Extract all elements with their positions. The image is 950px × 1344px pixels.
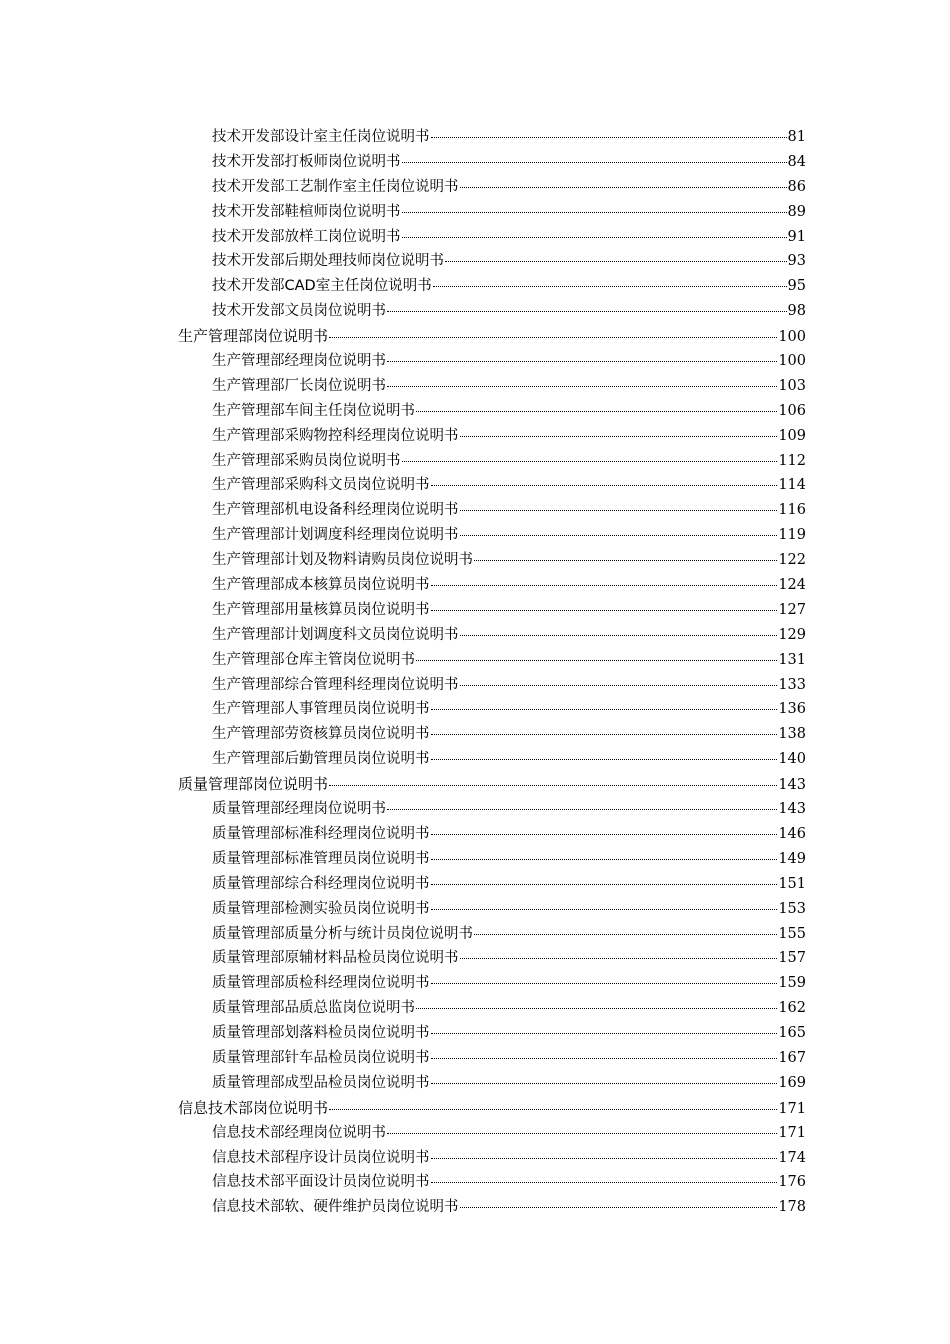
toc-entry-title: 技术开发部CAD室主任岗位说明书: [212, 278, 432, 295]
toc-entry-title: 生产管理部计划调度科文员岗位说明书: [212, 626, 459, 643]
toc-dot-leader: [431, 1157, 778, 1159]
toc-dot-leader: [387, 808, 777, 810]
toc-entry-title: 生产管理部人事管理员岗位说明书: [212, 701, 430, 718]
toc-page-number: 165: [778, 1025, 806, 1042]
toc-dot-leader: [460, 435, 778, 437]
toc-dot-leader: [460, 684, 778, 686]
toc-page-number: 84: [787, 153, 806, 170]
toc-entry-title: 生产管理部劳资核算员岗位说明书: [212, 726, 430, 743]
toc-dot-leader: [474, 559, 777, 561]
toc-entry[interactable]: [0, 598, 806, 623]
toc-page-number: 169: [778, 1074, 806, 1091]
toc-entry[interactable]: [0, 274, 806, 299]
toc-dot-leader: [431, 584, 778, 586]
toc-entry[interactable]: [0, 996, 806, 1021]
toc-entry-title: 质量管理部质检科经理岗位说明书: [212, 975, 430, 992]
toc-entry-title: 技术开发部鞋楦师岗位说明书: [212, 203, 401, 220]
toc-page-number: 162: [778, 1000, 806, 1017]
toc-dot-leader: [431, 1032, 778, 1034]
toc-entry[interactable]: [0, 1170, 806, 1195]
toc-dot-leader: [431, 1082, 778, 1084]
toc-entry-title: 质量管理部经理岗位说明书: [212, 801, 386, 818]
toc-dot-leader: [431, 833, 778, 835]
toc-page-number: 109: [778, 427, 806, 444]
toc-entry[interactable]: [0, 449, 806, 474]
toc-page-number: 157: [778, 950, 806, 967]
toc-entry[interactable]: [0, 1021, 806, 1046]
toc-page-number: 159: [778, 975, 806, 992]
toc-entry-title: 生产管理部后勤管理员岗位说明书: [212, 751, 430, 768]
toc-entry-title: 生产管理部仓库主管岗位说明书: [212, 651, 415, 668]
toc-entry-title: 质量管理部成型品检员岗位说明书: [212, 1074, 430, 1091]
toc-entry-title: 技术开发部放样工岗位说明书: [212, 228, 401, 245]
toc-section-entry[interactable]: [0, 324, 806, 349]
toc-dot-leader: [402, 161, 787, 163]
toc-dot-leader: [431, 908, 778, 910]
toc-page-number: 119: [778, 527, 806, 544]
toc-dot-leader: [387, 385, 777, 387]
toc-entry-title: 质量管理部针车品检员岗位说明书: [212, 1049, 430, 1066]
toc-dot-leader: [431, 883, 778, 885]
table-of-contents: [0, 125, 950, 1220]
toc-entry-title: 生产管理部计划及物料请购员岗位说明书: [212, 552, 473, 569]
toc-entry[interactable]: [0, 623, 806, 648]
toc-entry[interactable]: [0, 673, 806, 698]
toc-page-number: 171: [778, 1124, 806, 1141]
toc-dot-leader: [460, 1206, 778, 1208]
toc-entry-title: 技术开发部后期处理技师岗位说明书: [212, 253, 444, 270]
toc-dot-leader: [460, 534, 778, 536]
toc-page-number: 112: [778, 452, 806, 469]
toc-entry[interactable]: [0, 424, 806, 449]
toc-dot-leader: [387, 1132, 777, 1134]
toc-entry[interactable]: [0, 349, 806, 374]
toc-dot-leader: [431, 609, 778, 611]
toc-dot-leader: [431, 858, 778, 860]
toc-entry[interactable]: [0, 797, 806, 822]
toc-entry-title: 生产管理部采购物控科经理岗位说明书: [212, 427, 459, 444]
toc-entry-title: 生产管理部采购员岗位说明书: [212, 452, 401, 469]
toc-entry-title: 信息技术部平面设计员岗位说明书: [212, 1174, 430, 1191]
toc-entry-title: 质量管理部标准科经理岗位说明书: [212, 825, 430, 842]
toc-page-number: 143: [778, 777, 806, 794]
toc-dot-leader: [402, 460, 778, 462]
toc-dot-leader: [431, 982, 778, 984]
toc-entry-title: 生产管理部岗位说明书: [178, 327, 329, 346]
toc-page-number: 103: [778, 377, 806, 394]
toc-entry-title: 信息技术部经理岗位说明书: [212, 1124, 386, 1141]
toc-dot-leader: [329, 1108, 777, 1110]
toc-section-entry[interactable]: [0, 772, 806, 797]
toc-entry-title: 质量管理部岗位说明书: [178, 775, 329, 794]
toc-dot-leader: [416, 659, 777, 661]
toc-dot-leader: [460, 186, 787, 188]
toc-entry[interactable]: [0, 150, 806, 175]
toc-entry[interactable]: [0, 946, 806, 971]
toc-entry[interactable]: [0, 1195, 806, 1220]
toc-entry-title: 生产管理部采购科文员岗位说明书: [212, 477, 430, 494]
toc-entry[interactable]: [0, 175, 806, 200]
toc-entry-title: 生产管理部成本核算员岗位说明书: [212, 577, 430, 594]
toc-entry[interactable]: [0, 225, 806, 250]
toc-page-number: 127: [778, 601, 806, 618]
toc-entry[interactable]: [0, 1146, 806, 1171]
toc-entry[interactable]: [0, 200, 806, 225]
toc-page-number: 129: [778, 626, 806, 643]
toc-entry[interactable]: [0, 374, 806, 399]
toc-page-number: 143: [778, 801, 806, 818]
toc-entry[interactable]: [0, 922, 806, 947]
toc-entry-title: 生产管理部车间主任岗位说明书: [212, 402, 415, 419]
toc-entry-title: 质量管理部综合科经理岗位说明书: [212, 875, 430, 892]
toc-dot-leader: [445, 260, 787, 262]
toc-dot-leader: [431, 1181, 778, 1183]
toc-page-number: 98: [787, 303, 806, 320]
toc-page-number: 106: [778, 402, 806, 419]
toc-page-number: 136: [778, 701, 806, 718]
toc-entry[interactable]: [0, 299, 806, 324]
toc-entry[interactable]: [0, 897, 806, 922]
toc-entry[interactable]: [0, 498, 806, 523]
toc-entry-title: 质量管理部检测实验员岗位说明书: [212, 900, 430, 917]
toc-dot-leader: [433, 285, 787, 287]
toc-page-number: 176: [778, 1174, 806, 1191]
toc-page-number: 153: [778, 900, 806, 917]
toc-page-number: 178: [778, 1199, 806, 1216]
toc-page-number: 149: [778, 850, 806, 867]
toc-page-number: 91: [787, 228, 806, 245]
toc-page-number: 100: [778, 353, 806, 370]
toc-page-number: 174: [778, 1149, 806, 1166]
toc-entry[interactable]: [0, 548, 806, 573]
toc-entry-title: 技术开发部文员岗位说明书: [212, 303, 386, 320]
toc-entry-title: 质量管理部原辅材料品检员岗位说明书: [212, 950, 459, 967]
toc-page-number: 81: [787, 129, 806, 145]
toc-page-number: 116: [778, 502, 806, 519]
toc-page-number: 133: [778, 676, 806, 693]
toc-page-number: 171: [778, 1100, 806, 1117]
toc-entry-title: 信息技术部程序设计员岗位说明书: [212, 1149, 430, 1166]
toc-page-number: 167: [778, 1049, 806, 1066]
toc-page-number: 93: [787, 253, 806, 270]
toc-entry[interactable]: [0, 1121, 806, 1146]
toc-entry[interactable]: [0, 847, 806, 872]
toc-entry[interactable]: [0, 1071, 806, 1096]
toc-entry[interactable]: [0, 125, 806, 150]
toc-entry[interactable]: [0, 399, 806, 424]
toc-entry-title: 生产管理部用量核算员岗位说明书: [212, 601, 430, 618]
toc-dot-leader: [329, 336, 777, 338]
toc-dot-leader: [416, 410, 777, 412]
toc-entry-title: 质量管理部划落料检员岗位说明书: [212, 1025, 430, 1042]
toc-page-number: 151: [778, 875, 806, 892]
toc-dot-leader: [460, 634, 778, 636]
toc-entry-title: 生产管理部厂长岗位说明书: [212, 377, 386, 394]
toc-dot-leader: [431, 758, 778, 760]
toc-entry-title: 信息技术部岗位说明书: [178, 1098, 329, 1117]
toc-section-entry[interactable]: [0, 1096, 806, 1121]
toc-page-number: 100: [778, 329, 806, 346]
toc-page-number: 138: [778, 726, 806, 743]
toc-entry[interactable]: [0, 747, 806, 772]
toc-entry[interactable]: [0, 822, 806, 847]
toc-dot-leader: [387, 310, 787, 312]
toc-entry[interactable]: [0, 872, 806, 897]
toc-dot-leader: [402, 211, 787, 213]
toc-dot-leader: [460, 509, 778, 511]
toc-page-number: 89: [787, 203, 806, 220]
toc-page-number: 131: [778, 651, 806, 668]
toc-page-number: 124: [778, 577, 806, 594]
toc-entry-title: 生产管理部机电设备科经理岗位说明书: [212, 502, 459, 519]
toc-dot-leader: [474, 933, 777, 935]
toc-dot-leader: [416, 1007, 777, 1009]
toc-page-number: 140: [778, 751, 806, 768]
toc-entry[interactable]: [0, 473, 806, 498]
toc-entry[interactable]: [0, 1046, 806, 1071]
toc-dot-leader: [460, 957, 778, 959]
toc-page-number: 122: [778, 552, 806, 569]
toc-entry-title: 生产管理部计划调度科经理岗位说明书: [212, 527, 459, 544]
toc-entry-title: 质量管理部标准管理员岗位说明书: [212, 850, 430, 867]
toc-page-number: 146: [778, 825, 806, 842]
toc-dot-leader: [431, 484, 778, 486]
toc-dot-leader: [431, 733, 778, 735]
toc-entry-title: 质量管理部品质总监岗位说明书: [212, 1000, 415, 1017]
toc-entry-title: 技术开发部打板师岗位说明书: [212, 153, 401, 170]
toc-entry-title: 生产管理部经理岗位说明书: [212, 353, 386, 370]
toc-dot-leader: [402, 236, 787, 238]
toc-entry-title: 技术开发部设计室主任岗位说明书: [212, 129, 430, 145]
toc-entry-title: 质量管理部质量分析与统计员岗位说明书: [212, 925, 473, 942]
toc-entry-title: 技术开发部工艺制作室主任岗位说明书: [212, 178, 459, 195]
toc-dot-leader: [329, 784, 777, 786]
toc-dot-leader: [431, 1057, 778, 1059]
toc-entry[interactable]: [0, 523, 806, 548]
toc-dot-leader: [387, 360, 777, 362]
toc-entry[interactable]: [0, 573, 806, 598]
toc-entry-title: 生产管理部综合管理科经理岗位说明书: [212, 676, 459, 693]
toc-page-number: 95: [787, 278, 806, 295]
toc-entry[interactable]: [0, 697, 806, 722]
toc-entry[interactable]: [0, 648, 806, 673]
toc-dot-leader: [431, 136, 787, 138]
toc-dot-leader: [431, 708, 778, 710]
toc-page-number: 86: [787, 178, 806, 195]
toc-entry[interactable]: [0, 722, 806, 747]
toc-page-number: 155: [778, 925, 806, 942]
toc-entry-title: 信息技术部软、硬件维护员岗位说明书: [212, 1199, 459, 1216]
toc-entry[interactable]: [0, 249, 806, 274]
toc-entry[interactable]: [0, 971, 806, 996]
toc-page-number: 114: [778, 477, 806, 494]
